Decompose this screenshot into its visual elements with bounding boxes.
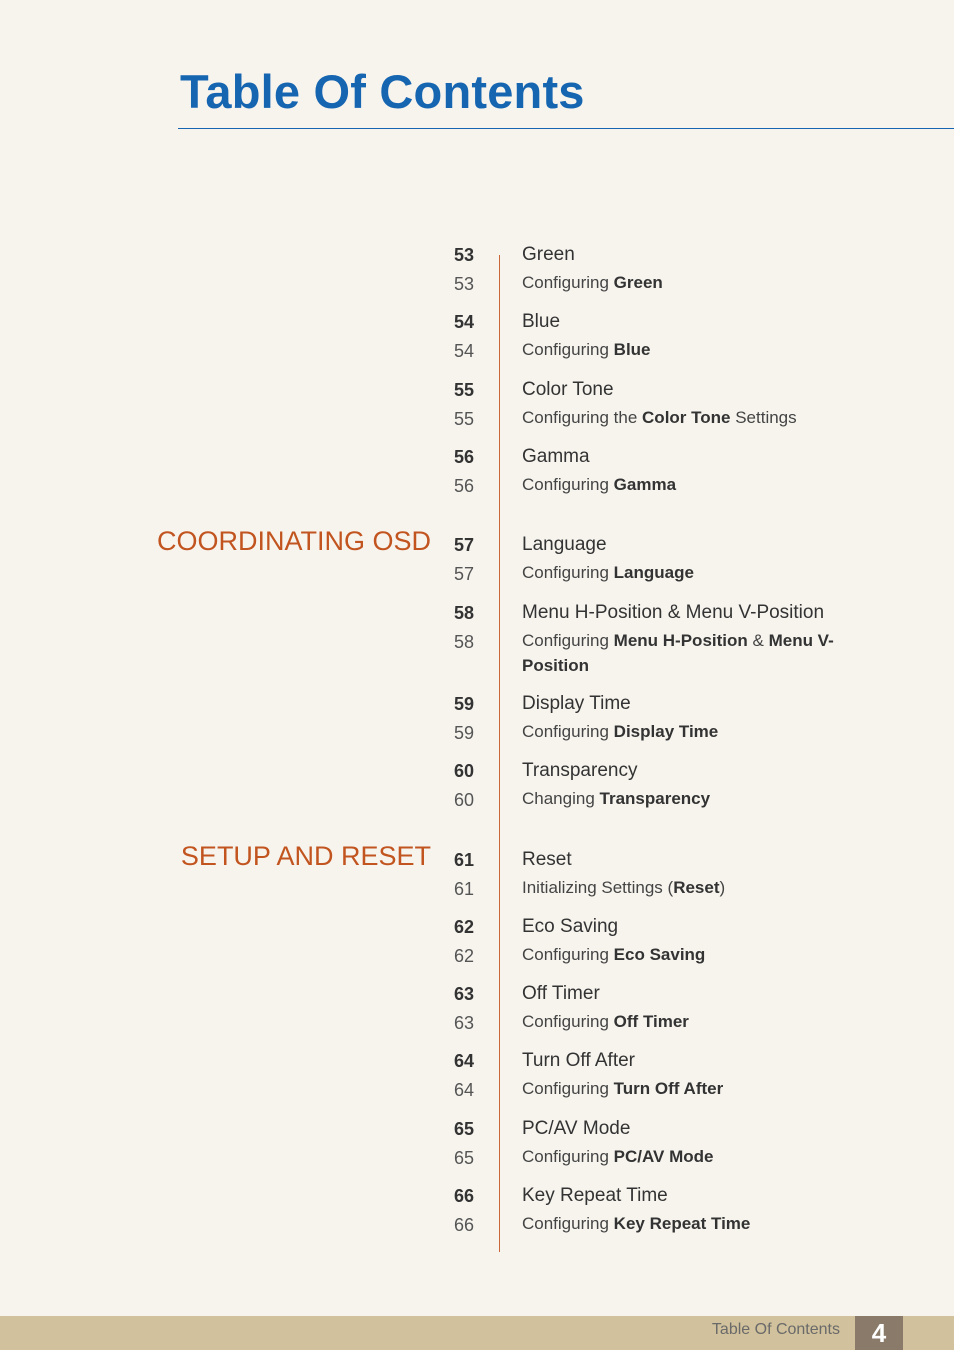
toc-entry-title[interactable]: Turn Off After (522, 1050, 635, 1071)
toc-sub-page-number[interactable]: 63 (454, 1013, 475, 1033)
toc-entry-title[interactable]: Green (522, 244, 575, 265)
toc-entry-title[interactable]: Gamma (522, 446, 590, 467)
toc-sub-entry-text: Configuring (522, 563, 614, 582)
toc-entry-title[interactable]: Blue (522, 311, 561, 332)
toc-sub-entry[interactable] (522, 405, 852, 430)
toc-page-number[interactable]: 63 (454, 984, 475, 1004)
toc-page-number[interactable]: 54 (454, 312, 475, 332)
toc-sub-page-number[interactable]: 55 (454, 409, 475, 429)
toc-page-number[interactable]: 56 (454, 447, 475, 467)
toc-sub-page-number[interactable]: 60 (454, 790, 475, 810)
toc-sub-entry-text: Configuring (522, 1012, 614, 1031)
toc-page-number[interactable]: 61 (454, 850, 475, 870)
toc-sub-page-number[interactable]: 64 (454, 1080, 475, 1100)
toc-sub-page-number[interactable]: 58 (454, 632, 475, 652)
toc-sub-entry-text: Configuring (522, 631, 614, 650)
toc-sub-entry-bold: Turn Off After (613, 1079, 724, 1098)
toc-sub-page-number[interactable]: 59 (454, 723, 475, 743)
toc-entry-title[interactable]: Reset (522, 849, 572, 870)
toc-sub-page-number[interactable]: 54 (454, 341, 475, 361)
section-heading-setup-and-reset: SETUP AND RESET (180, 841, 431, 871)
toc-sub-page-number[interactable]: 56 (454, 476, 475, 496)
toc-sub-entry-text: Configuring (522, 340, 614, 359)
toc-sub-entry-bold: PC/AV Mode (613, 1147, 714, 1166)
toc-sub-entry[interactable] (522, 1076, 852, 1101)
toc-sub-entry[interactable] (522, 875, 852, 900)
toc-entry-title[interactable]: Eco Saving (522, 916, 619, 937)
toc-page-number[interactable]: 60 (454, 761, 475, 781)
toc-sub-entry-bold: Key Repeat Time (613, 1214, 751, 1233)
title-rule (178, 128, 954, 129)
toc-sub-entry-text: Configuring (522, 1079, 614, 1098)
toc-sub-entry[interactable] (522, 337, 852, 362)
toc-page-number[interactable]: 66 (454, 1186, 475, 1206)
toc-entry-title[interactable]: PC/AV Mode (522, 1118, 631, 1139)
page-number: 4 (855, 1316, 903, 1350)
toc-sub-entry[interactable] (522, 1211, 852, 1236)
toc-sub-entry-bold: Eco Saving (613, 945, 706, 964)
toc-sub-entry-text: Configuring the (522, 408, 643, 427)
toc-sub-entry-bold: Transparency (599, 789, 711, 808)
toc-page-number[interactable]: 58 (454, 603, 475, 623)
toc-sub-entry-bold: Language (613, 563, 694, 582)
toc-entry-title[interactable]: Key Repeat Time (522, 1185, 668, 1206)
toc-sub-entry-bold: Color Tone (642, 408, 731, 427)
toc-sub-page-number[interactable]: 57 (454, 564, 475, 584)
toc-entry-title[interactable]: Display Time (522, 693, 631, 714)
toc-sub-entry[interactable] (522, 942, 852, 967)
toc-entry-title[interactable]: Color Tone (522, 379, 614, 400)
toc-sub-entry[interactable] (522, 628, 852, 678)
column-divider (499, 255, 500, 1252)
toc-page-number[interactable]: 59 (454, 694, 475, 714)
toc-sub-entry-bold: Green (613, 273, 663, 292)
toc-sub-entry[interactable] (522, 560, 852, 585)
toc-sub-page-number[interactable]: 53 (454, 274, 475, 294)
toc-sub-entry-bold: Off Timer (613, 1012, 689, 1031)
toc-entry-title[interactable]: Off Timer (522, 983, 600, 1004)
toc-page-number[interactable]: 64 (454, 1051, 475, 1071)
toc-page-number[interactable]: 65 (454, 1119, 475, 1139)
toc-sub-entry[interactable] (522, 1009, 852, 1034)
toc-sub-page-number[interactable]: 66 (454, 1215, 475, 1235)
toc-sub-entry-text: Configuring (522, 1147, 614, 1166)
toc-entry-title[interactable]: Transparency (522, 760, 638, 781)
toc-sub-entry-text: Configuring (522, 722, 614, 741)
toc-sub-page-number[interactable]: 62 (454, 946, 475, 966)
toc-sub-entry-text: Settings (730, 408, 797, 427)
toc-sub-entry-bold: Gamma (613, 475, 677, 494)
section-heading-coordinating-osd: COORDINATING OSD (156, 526, 431, 556)
toc-sub-entry-text: & (747, 631, 769, 650)
toc-sub-entry-bold: Menu V-Position (522, 631, 834, 675)
toc-sub-entry-text: Configuring (522, 1214, 614, 1233)
page-title: Table Of Contents (180, 65, 585, 118)
toc-sub-entry-bold: Menu H-Position (613, 631, 748, 650)
footer-label: Table Of Contents (711, 1321, 840, 1338)
toc-entry-title[interactable]: Menu H-Position & Menu V-Position (522, 602, 825, 623)
toc-page-number[interactable]: 53 (454, 245, 475, 265)
toc-sub-entry-text: ) (719, 878, 726, 897)
toc-entry-title[interactable]: Language (522, 534, 607, 555)
footer-bar (0, 1316, 954, 1350)
toc-sub-entry-text: Configuring (522, 273, 614, 292)
toc-sub-entry-bold: Blue (613, 340, 651, 359)
toc-sub-entry[interactable] (522, 270, 852, 295)
toc-sub-entry-text: Initializing Settings ( (522, 878, 674, 897)
toc-sub-page-number[interactable]: 61 (454, 879, 475, 899)
toc-page-number[interactable]: 55 (454, 380, 475, 400)
toc-sub-entry[interactable] (522, 786, 852, 811)
toc-sub-entry[interactable] (522, 719, 852, 744)
toc-sub-entry-text: Changing (522, 789, 600, 808)
toc-sub-entry-text: Configuring (522, 475, 614, 494)
toc-sub-entry-bold: Reset (673, 878, 720, 897)
toc-page-number[interactable]: 62 (454, 917, 475, 937)
toc-sub-entry-text: Configuring (522, 945, 614, 964)
toc-sub-entry-bold: Display Time (613, 722, 719, 741)
toc-sub-entry[interactable] (522, 472, 852, 497)
toc-page-number[interactable]: 57 (454, 535, 475, 555)
toc-sub-entry[interactable] (522, 1144, 852, 1169)
toc-sub-page-number[interactable]: 65 (454, 1148, 475, 1168)
